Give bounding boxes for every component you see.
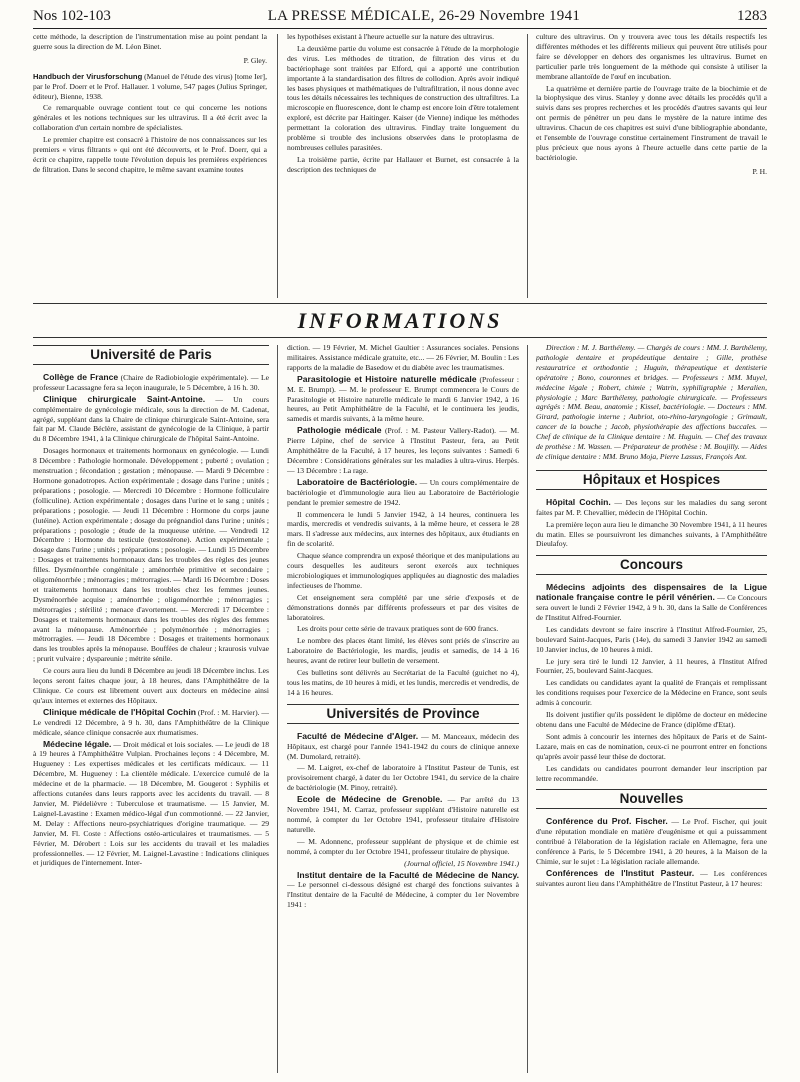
paragraph: Le nombre des places étant limité, les élèves sont priés de s'inscrire au Laboratoire de Bactériologie, les mardis, jeudis et samedis, de 14 à 16 heures, avant de retirer leur bulletin de versement. [287, 636, 519, 666]
paragraph: cette méthode, la description de l'instrumentation mise au point pendant la guerre sous la direction de M. Léon Binet. [33, 32, 267, 51]
book-title: Handbuch der Virusforschung [33, 71, 143, 81]
paragraph: Le premier chapitre est consacré à l'histoire de nos connaissances sur les premiers « virus filtrants » qui ont été découverts, et le Prof. Doerr, qui a écrit ce chapitre, rappelle toute l'évolution depuis les premières expériences de filtration. Dans le second chapitre, le même savant examine toutes [33, 135, 267, 174]
paragraph: La quatrième et dernière partie de l'ouvrage traite de la biochimie et de la biophysique des virus. Stanley y donne avec détails les procédés qu'il a suivis dans ses propres recherches et les procédés d'autres savants qui leur ont permis de pénétrer un peu dans le mystère de la nature intime des ultravirus. Chacun de ces chapitres est suivi d'une bibliographie abondante, et l'ensemble de l'ouvrage constitue certainement l'instrument de travail le plus précieux que nous ayons à l'heure actuelle dans cette partie de la bactériologie. [536, 83, 767, 162]
entry-text: (Professeur : M. E. Brumpt). — M. le professeur E. Brumpt commencera le Cours de Parasitologie et Histoire naturelle médicale le mardi 6 Janvier 1942, à 16 heures, au Petit Amphithéâtre de la Faculté, et le continuera les jeudis, samedis et mardis suivants, à la même heure. [287, 374, 519, 424]
entry-title: Conférence du Prof. Fischer. [546, 816, 668, 827]
top-column-2 [287, 32, 519, 300]
paragraph: La troisième partie, écrite par Hallauer et Burnet, est consacrée à la description des techniques de [287, 154, 519, 174]
news-entry [536, 869, 767, 889]
source-citation: (Journal officiel, 15 Novembre 1941.) [404, 858, 519, 868]
entry-text: — Ce Concours sera ouvert le lundi 2 Février 1942, à 9 h. 30, dans la Salle de Conférences de l'Institut Alfred-Fournier. [536, 593, 767, 622]
paragraph: La deuxième partie du volume est consacrée à l'étude de la morphologie des virus. Les méthodes de titration, de filtration des virus et du bactériophage sont traitées par Elford, qui a apporté une contribution importante à la standardisation des filtres de collodion. Après avoir indiqué les bases physiques et mathématiques de l'ultrafiltration, il nous donne avec tous les détails nécessaires les techniques de construction des ultrafiltres. La microscopie en fluorescence, dont le champ est encore loin d'être totalement exploré, est décrite par Haitinger. Kaiser (de Vienne) indique les méthodes permettant la coloration des ultravirus. Findlay traite longuement du problème si trouble des inclusions observées dans le protoplasma de nombreuses cellules parasitées. [287, 43, 519, 152]
entry-text: — Droit médical et lois sociales. — Le jeudi de 18 à 19 heures à l'Amphithéâtre Vulpian. Prochaines leçons : 4 Décembre, M. Hugueney : Les expertises médicales et les certificats médicaux. — 11 Décembre, M. Hugueney : La clientèle médicale. L'exercice cumulé de la médecine et de la pharmacie. — 18 Décembre, M. Gougerot : Syphilis et affections cutanées dans leurs rapports avec les accidents du travail. — 8 Janvier, M. Piédelièvre : Tuberculose et traumatisme. — 15 Janvier, M. Laignel-Lavastine : Examen médico-légal d'un commotionné. — 22 Janvier, M. Delay : Affections neuro-psychiatriques d'origine traumatique. — 29 Janvier, M. Fl. Coste : Affections ostéo-articulaires et traumatismes. — 5 Février, M. Dérobert : Lois sur les accidents du travail et les maladies professionnelles. — 12 Février, M. Laignel-Lavastine : Indications cliniques et juridiques de l'internement. Inter- [33, 739, 269, 868]
section-rule [33, 337, 767, 338]
entry-text: — Le personnel ci-dessous désigné est chargé des fonctions suivantes à l'Institut dentaire de la Faculté de Médecine, à compter du 1er Novembre 1941 : [287, 880, 519, 910]
paragraph: Ce remarquable ouvrage contient tout ce qui concerne les notions générales et les notions techniques sur les ultravirus. Il a été écrit avec la collaboration d'un certain nombre de spécialistes. [33, 103, 267, 133]
column-rule [277, 345, 278, 1073]
paragraph: culture des ultravirus. On y trouvera avec tous les détails respectifs les différentes méthodes et les différents milieux qui peuvent être utilisés pour faire se développer en dehors des organismes les ultravirus. Burnet en particulier parle très longuement de la méthode qui consiste à utiliser la membrane allantoïde de l'œuf en incubation. [536, 32, 767, 81]
entry-text: — Un cours complémentaire de bactériologie et d'immunologie aura lieu au Laboratoire de Bactériologie pendant le premier semestre de 1942. [287, 477, 519, 507]
journal-title: LA PRESSE MÉDICALE, 26-29 Novembre 1941 [267, 8, 581, 24]
paragraph: La première leçon aura lieu le dimanche 30 Novembre 1941, à 11 heures du matin. Elles se poursuivront les dimanches suivants, à l'Amphithéâtre Dieulafoy. [536, 519, 767, 549]
column-rule [277, 34, 278, 298]
news-entry [287, 375, 519, 425]
paragraph: Le jury sera tiré le lundi 12 Janvier, à 11 heures, à l'Institut Alfred Fournier, 25, boulevard Saint-Jacques. [536, 656, 767, 676]
course-program: Dosages hormonaux et traitements hormonaux en gynécologie. — Lundi 8 Décembre : Pathologie hormonale. Développement ; puberté ; ovulation ; menstruation ; fécondation ; gestation ; ménopause. — Mardi 9 Décembre : Hormone gonadotropes. Action expérimentale ; dosage dans l'urine ; unités ; préparations ; posologie. — Mercredi 10 Décembre : Hormone folliculaire (folliculine). Action expérimentale ; dosages dans l'urine et le sang ; unités ; préparations ; posologie. — Jeudi 11 Décembre : Hormone du corps jaune (lutéine). Action expérimentale ; dosage du prégnandiol dans l'urine ; unités ; préparations ; posologie ; étude de la muqueuse utérine. — Vendredi 12 Décembre : Hormone du testicule (testostérone). Action expérimentale ; dosage dans l'urine ; unités ; préparations ; posologie. — Lundi 15 Décembre : Dosages et traitements hormonaux dans les troubles des règles des jeunes filles. Dysménorrhée congénitale ; aménorrhée primitive et secondaire ; oligoménorrhée ; ménorragies ; métrorragies. — Mardi 16 Décembre : Doses et traitements hormonaux dans les troubles chez les femmes jeunes. Dysménorrhée acquise ; aménorrhée ; oligoménorrhée ; ménorragies ; métrorragies ; stérilité ; menace d'avortement. — Mercredi 17 Décembre : Dosages et traitements hormonaux dans les troubles des règles des femmes avant la ménopause. Aménorrhée ; polyménorrhée ; ménorragies ; métrorragies. — Jeudi 18 Décembre : Dosages et traitements hormonaux dans les troubles après la ménopause. Bouffées de chaleur ; kraurosis vulvae ; prurit vulvaire ; dyspareunie ; métrite sénile. [33, 446, 269, 664]
paragraph: — M. Laigret, ex-chef de laboratoire à l'Institut Pasteur de Tunis, est provisoirement chargé, à dater du 1er Octobre 1941, du service de la chaire de bactériologie (M. Pinoy, retraité). [287, 763, 519, 793]
paragraph: Les candidats ou candidates ayant la qualité de Français et remplissant les conditions requises pour l'exercice de la Médecine en France, sont seuls admis à concourir. [536, 678, 767, 708]
column-rule [527, 34, 528, 298]
entry-title: Hôpital Cochin. [546, 496, 611, 507]
news-entry [536, 583, 767, 623]
lower-column-1 [33, 343, 269, 1078]
paragraph: Il commencera le lundi 5 Janvier 1942, à 14 heures, continuera les mardis, mercredis et vendredis suivants, à la même heure, et cessera le 28 mars. Il s'adresse aux médecins, aux internes des hôpitaux, aux étudiants en fin de scolarité. [287, 509, 519, 549]
book-review-ref [33, 72, 267, 102]
entry-text: (Prof. : M. Pasteur Vallery-Radot). — M. Pierre Lépine, chef de service à l'Institut Pasteur, fera, au Petit Amphithéâtre de la Faculté, à 17 heures, les leçons suivantes : Samedi 6 Décembre : Considérations générales sur les maladies à ultra-virus. Herpès. — 13 Décembre : La rage. [287, 426, 519, 475]
news-entry [33, 708, 269, 738]
entry-title: Clinique chirurgicale Saint-Antoine. [43, 393, 206, 404]
entry-title: Médecine légale. [43, 738, 112, 749]
book-reference: (Manuel de l'étude des virus) [tome Ier], par le Prof. Doerr et le Prof. Hallauer. 1 volume, 547 pages (Julius Springer, éditeur), Bienne, 1938. [33, 71, 267, 101]
news-entry [287, 426, 519, 476]
signature: P. H. [752, 166, 767, 176]
news-entry [33, 373, 269, 393]
paragraph: Les droits pour cette série de travaux pratiques sont de 600 francs. [297, 624, 499, 634]
paragraph: Les candidats ou candidates pourront demander leur inscription par lettre recommandée. [536, 763, 767, 783]
paragraph: les hypothèses existant à l'heure actuelle sur la nature des ultravirus. [287, 32, 494, 41]
entry-text: (Chaire de Radiobiologie expérimentale). — Le professeur Lacassagne fera sa leçon inaugurale, le 5 Décembre, à 16 h. 30. [33, 372, 269, 392]
entry-text: (Prof. : M. Harvier). — Le vendredi 12 Décembre, à 9 h. 30, dans l'Amphithéâtre de la Clinique médicale, séance clinique consacrée aux rhumatismes. [33, 707, 269, 737]
entry-text: — Des leçons sur les maladies du sang seront faites par M. P. Chevallier, médecin de l'Hôpital Cochin. [536, 497, 767, 517]
paragraph: diction. — 19 Février, M. Michel Gaultier : Assurances sociales. Pensions militaires. Assistance médicale gratuite, etc... — 26 Février, M. Boulin : Les rapports de la maladie de Basedow et du diabète avec les traumatismes. [287, 343, 519, 372]
entry-text: — Les conférences suivantes auront lieu dans l'Amphithéâtre de l'Institut Pasteur, à 17 heures: [536, 868, 767, 888]
paragraph: Chaque séance comprendra un exposé théorique et des manipulations au cours desquelles les auditeurs seront exercés aux techniques microbiologiques et immunologiques appliquées au diagnostic des maladies infectieuses de l'homme. [287, 551, 519, 590]
paragraph: Ces bulletins sont délivrés au Secrétariat de la Faculté (guichet no 4), tous les matins, de 10 heures à midi, et les lundis, mercredis et vendredis, de 14 à 16 heures. [287, 668, 519, 697]
entry-title: Institut dentaire de la Faculté de Médecine de Nancy. [297, 869, 519, 880]
top-column-1 [33, 32, 267, 300]
entry-title: Faculté de Médecine d'Alger. [297, 730, 419, 741]
entry-text: — M. Manceaux, médecin des Hôpitaux, est chargé pour l'année 1941-1942 du cours de clinique annexe (M. Dumolard, retraité). [287, 731, 519, 761]
section-heading-universites-province: Universités de Province [287, 704, 519, 724]
issue-number: Nos 102-103 [33, 8, 111, 24]
column-rule [527, 345, 528, 1073]
entry-title: Parasitologie et Histoire naturelle médicale [297, 373, 477, 384]
paragraph: Ils doivent justifier qu'ils possèdent le diplôme de docteur en médecine obtenu dans une Faculté de Médecine de France (diplôme d'Etat). [536, 710, 767, 729]
page-number: 1283 [736, 8, 767, 24]
entry-text: — Par arrêté du 13 Novembre 1941, M. Carraz, professeur suppléant d'Histoire naturelle est nommé, à compter du 1er Octobre 1941, professeur titulaire d'Histoire naturelle. [287, 795, 519, 834]
news-entry [287, 478, 519, 508]
section-heading-concours: Concours [536, 555, 767, 575]
paragraph: — M. Adonnenc, professeur suppléant de physique et de chimie est nommé, à compter du 1er Octobre 1941, professeur titulaire de physique. [287, 836, 519, 856]
news-entry [536, 498, 767, 518]
entry-text: — Un cours complémentaire de gynécologie médicale, sous la direction de M. Cadenat, agrégé, suppléant dans la Chaire de clinique chirurgicale Saint-Antoine, sera fait par M. Claude Béclère, assistant de gynécologie de la Clinique, à partir du 8 Décembre 1941, à la Clinique chirurgicale de l'hôpital Saint-Antoine. [33, 394, 269, 444]
entry-title: Collège de France [43, 371, 119, 382]
section-rule [33, 303, 767, 304]
news-entry [287, 871, 519, 911]
entry-text: — Le Prof. Fischer, qui jouit d'une réputation mondiale en matière d'eugénisme et qui a puissamment contribué à l'élaboration de la législation raciale en Allemagne, fera une conférence à Paris, le 5 Décembre 1941, à 20 heures, à la Maison de la Chimie, sur le sujet : La législation raciale allemande. [536, 817, 767, 866]
paragraph: Cet enseignement sera complété par une série d'exposés et de démonstrations donnés par différents professeurs et par des visites de laboratoires. [287, 592, 519, 622]
paragraph: Ce cours aura lieu du lundi 8 Décembre au jeudi 18 Décembre inclus. Les leçons seront faites chaque jour, à 18 heures, dans l'Amphithéâtre de la Clinique. Ce cours est librement ouvert aux docteurs en médecine ainsi qu'aux internes et externes des Hôpitaux. [33, 666, 269, 705]
entry-title: Conférences de l'Institut Pasteur. [546, 867, 695, 878]
section-heading-nouvelles: Nouvelles [536, 789, 767, 809]
lower-column-3 [536, 343, 767, 1078]
lower-column-2 [287, 343, 519, 1078]
top-column-3 [536, 32, 767, 300]
entry-title: Ecole de Médecine de Grenoble. [297, 794, 443, 805]
entry-title: Médecins adjoints des dispensaires de la Ligue nationale française contre le péril vénérien. [536, 582, 767, 603]
news-entry [536, 817, 767, 867]
section-heading-hopitaux: Hôpitaux et Hospices [536, 470, 767, 490]
news-entry [287, 795, 519, 835]
entry-title: Clinique médicale de l'Hôpital Cochin [43, 706, 196, 717]
entry-title: Pathologie médicale [297, 425, 382, 436]
informations-banner: INFORMATIONS [297, 308, 503, 333]
news-entry [33, 395, 269, 445]
signature: P. Gley. [243, 55, 267, 65]
staff-list: Direction : M. J. Barthélemy. — Chargés de cours : MM. J. Barthélemy, pathologie dentaire et propédeutique dentaire ; Gille, prothèse restauratrice et orthodontie ; Huguin, thérapeutique et dentisterie opératoire ; Bono, couronnes et bridges. — Professeurs : MM. Muyel, médecine légale ; Robert, chimie ; Watrin, syphiligraphie ; Meralien, physiologie ; Marc Barthélemy, pathologie chirurgicale. — Professeurs agrégés : MM. Beau, anatomie ; Kissel, bactériologie. — Docteurs : MM. Girard, pathologie interne ; Aubriot, oto-rhino-laryngologie ; Grimault, cancer de la bouche ; Jacob, physiothérapie des affections buccales. — Chef de clinique de la Clinique dentaire : M. Huguin. — Chef des travaux de prothèse : M. Wassen. — Préparateur de prothèse : M. Boujilly. — Aides de clinique dentaire : MM. Bruno Moja, Pierre Lassus, François Ant. [536, 343, 767, 461]
paragraph: Les candidats devront se faire inscrire à l'Institut Alfred-Fournier, 25, boulevard Saint-Jacques, Paris (14e), du samedi 3 Janvier 1942 au samedi 10 Janvier inclus, de 10 heures à midi. [536, 624, 767, 654]
section-heading-universite-paris: Université de Paris [33, 345, 269, 365]
news-entry [287, 732, 519, 762]
paragraph: Sont admis à concourir les internes des hôpitaux de Paris et de Saint-Lazare, mais en cas de nomination, ceux-ci ne pourront entrer en fonctions qu'après avoir passé leur thèse de doctorat. [536, 731, 767, 761]
news-entry [33, 740, 269, 869]
page-header [33, 8, 767, 29]
entry-title: Laboratoire de Bactériologie. [297, 476, 418, 487]
